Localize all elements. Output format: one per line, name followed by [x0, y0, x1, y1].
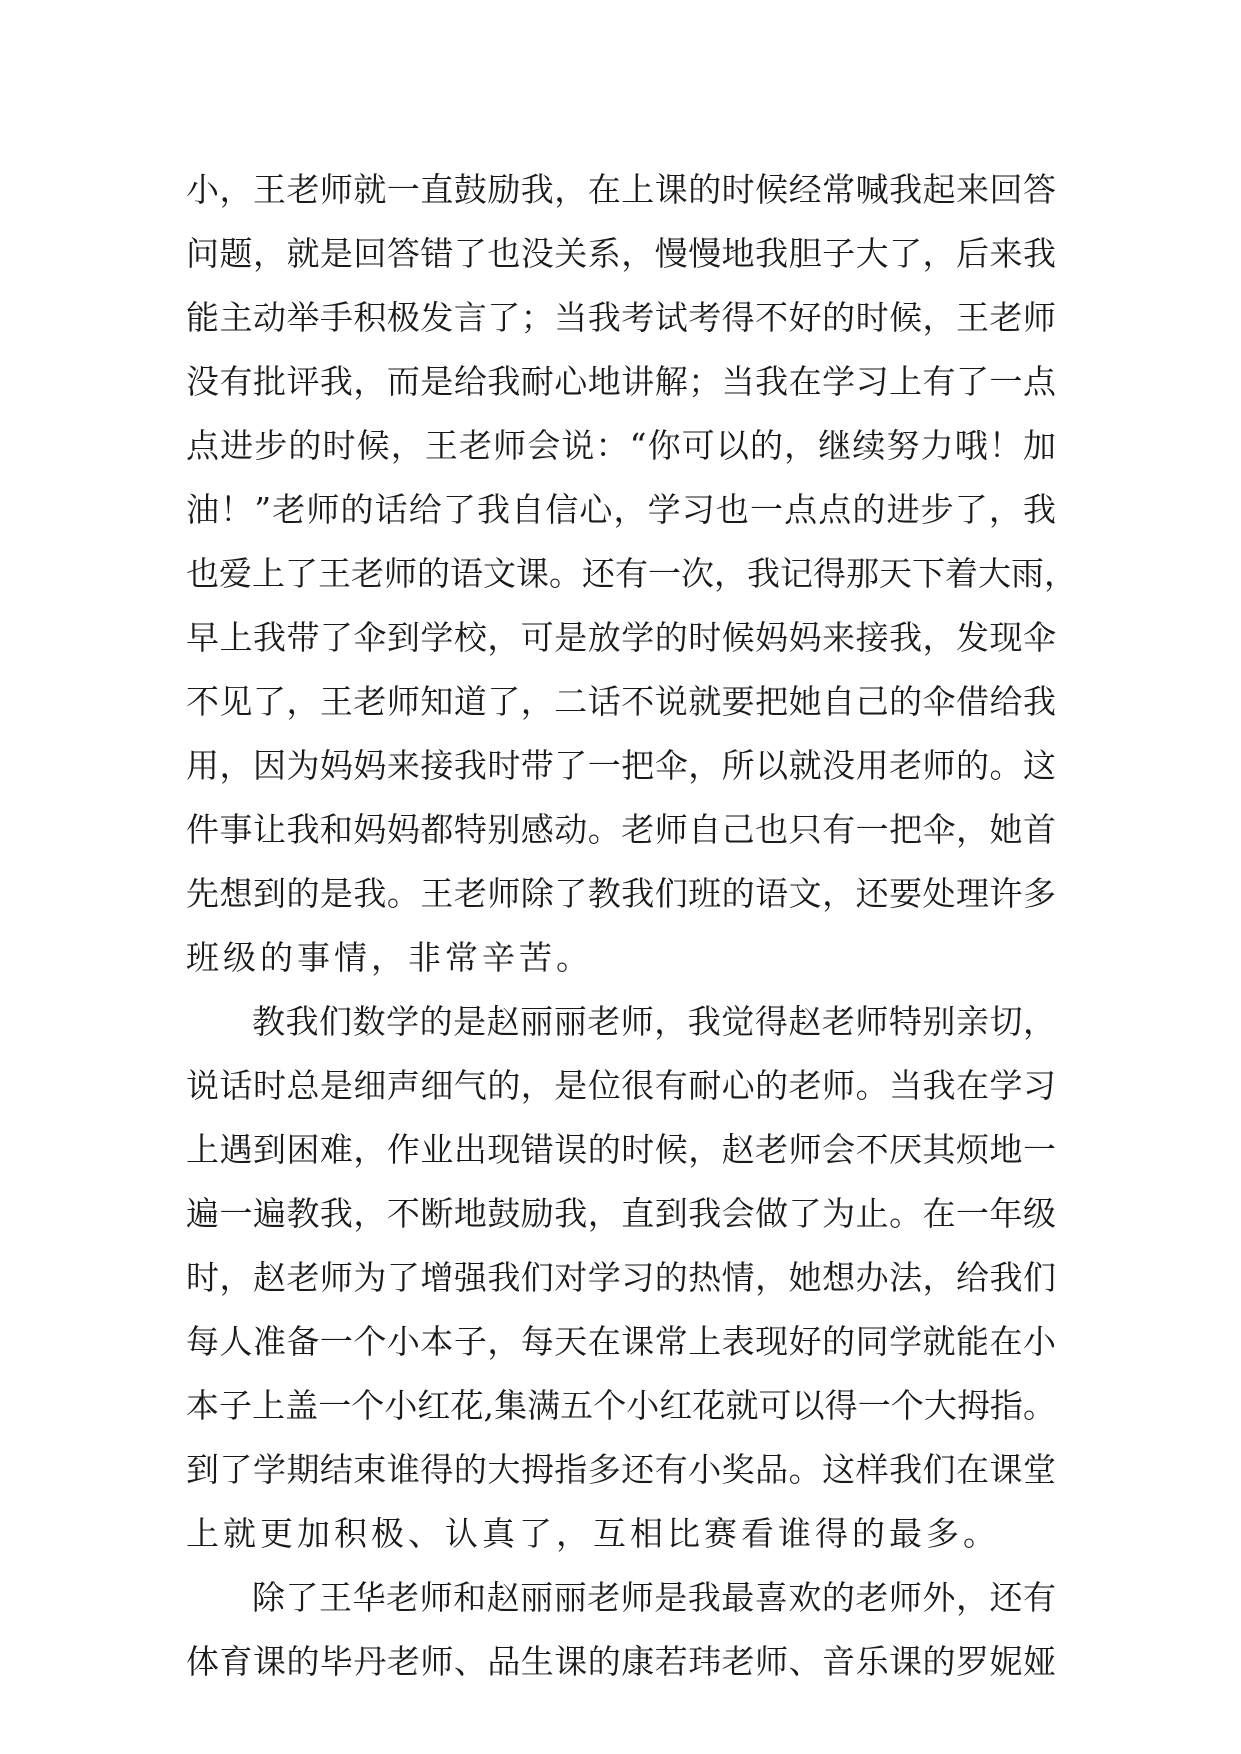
text-line: 本子上盖一个小红花,集满五个小红花就可以得一个大拇指。 — [186, 1386, 1056, 1425]
text-line: 班级的事情，非常辛苦。 — [186, 938, 593, 977]
text-line: 时，赵老师为了增强我们对学习的热情，她想办法，给我们 — [186, 1258, 1056, 1297]
text-line: 每人准备一个小本子，每天在课常上表现好的同学就能在小 — [186, 1322, 1056, 1361]
text-line: 没有批评我，而是给我耐心地讲解；当我在学习上有了一点 — [186, 362, 1056, 401]
text-line: 体育课的毕丹老师、品生课的康若玮老师、音乐课的罗妮娅 — [186, 1642, 1056, 1681]
text-line: 到了学期结束谁得的大拇指多还有小奖品。这样我们在课堂 — [186, 1450, 1056, 1489]
text-line: 也爱上了王老师的语文课。还有一次，我记得那天下着大雨， — [186, 554, 1077, 593]
text-line: 点进步的时候，王老师会说：“你可以的，继续努力哦！加 — [186, 426, 1056, 465]
body-text — [186, 158, 1077, 1694]
text-line: 先想到的是我。王老师除了教我们班的语文，还要处理许多 — [186, 874, 1056, 913]
text-line: 小，王老师就一直鼓励我，在上课的时候经常喊我起来回答 — [186, 170, 1056, 209]
text-line: 用，因为妈妈来接我时带了一把伞，所以就没用老师的。这 — [186, 746, 1056, 785]
text-line: 不见了，王老师知道了，二话不说就要把她自己的伞借给我 — [186, 682, 1056, 721]
text-line: 问题，就是回答错了也没关系，慢慢地我胆子大了，后来我 — [186, 234, 1056, 273]
text-line: 能主动举手积极发言了；当我考试考得不好的时候，王老师 — [186, 298, 1056, 337]
text-line: 说话时总是细声细气的，是位很有耐心的老师。当我在学习 — [186, 1066, 1056, 1105]
paragraph-first-line: 教我们数学的是赵丽丽老师，我觉得赵老师特别亲切， — [252, 1002, 1056, 1041]
text-line: 件事让我和妈妈都特别感动。老师自己也只有一把伞，她首 — [186, 810, 1056, 849]
text-line: 上就更加积极、认真了，互相比赛看谁得的最多。 — [186, 1514, 1000, 1553]
text-line: 油！”老师的话给了我自信心，学习也一点点的进步了，我 — [186, 490, 1056, 529]
paragraph-first-line: 除了王华老师和赵丽丽老师是我最喜欢的老师外，还有 — [252, 1578, 1056, 1617]
text-line: 上遇到困难，作业出现错误的时候，赵老师会不厌其烦地一 — [186, 1130, 1056, 1169]
text-line: 早上我带了伞到学校，可是放学的时候妈妈来接我，发现伞 — [186, 618, 1056, 657]
text-line: 遍一遍教我，不断地鼓励我，直到我会做了为止。在一年级 — [186, 1194, 1056, 1233]
